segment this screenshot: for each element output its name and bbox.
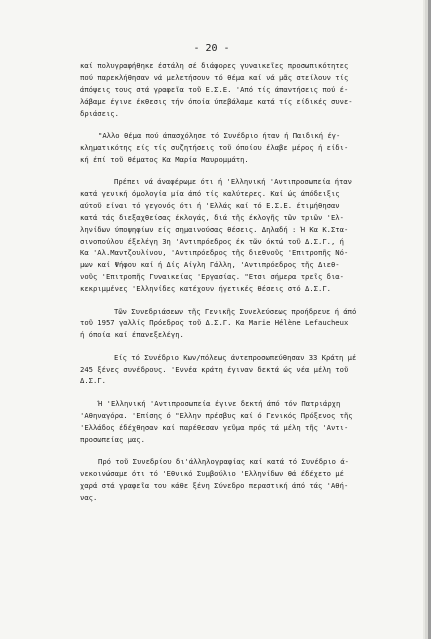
text-line: δριάσεις. <box>80 108 119 118</box>
text-line: ληνίδων ύποψηφίων είς σημαινούσας θέσεις. Δηλαδή : Ή Κα Κ.Στα- <box>80 224 349 234</box>
text-line: "Αλλο θέμα πού άπασχόλησε τό Συνέδριο ήταν ή Παιδική έγ- <box>98 130 341 140</box>
text-line: καί πολυγραφήθηκε έστάλη σέ διάφορες γυναικεῖες προσωπικότητες <box>80 61 349 70</box>
text-line: Τῶν Συνεδριάσεων τῆς Γενικῆς Συνελεύσεως προήδρευε ή άπό <box>114 306 357 316</box>
paragraph <box>80 130 405 166</box>
text-line: κατά τάς διεξαχθείσας έκλογάς, διά τῆς έκλογῆς τῶν τριῶν 'Ελ- <box>80 212 344 222</box>
text-line: κεκριμμένες 'Ελληνίδες κατέχουν ήγετικές θέσεις στό Δ.Σ.Γ. <box>80 284 331 294</box>
text-line: κληματικότης είς τίς συζητήσεις τοῦ όποίου έλαβε μέρος ή είδι- <box>80 142 349 152</box>
text-line: 'Ελλάδος έδέχθησαν καί παρέθεσαν γεῦμα πρός τά μέλη τῆς 'Αντι- <box>80 422 349 432</box>
document-body <box>80 60 405 504</box>
text-line: μων καί Ψήφου καί ή Δίς Αίγλη Γάλλη, 'Αντιπρόεδρος τῆς Διεθ- <box>80 260 340 270</box>
text-line: Είς τό Συνέδριο Κων/πόλεως άντεπροσωπεύθησαν 33 Κράτη μέ <box>114 352 357 362</box>
text-line: προσωπείας μας. <box>80 434 145 444</box>
paragraph <box>80 456 405 504</box>
text-line: Ή 'Ελληνική 'Αντιπροσωπεία έγινε δεκτή άπό τόν Πατριάρχη <box>98 398 341 408</box>
text-line: νοῦς 'Επιτροπῆς Γυναικείας 'Εργασίας. "Ετσι σήμερα τρεῖς δια- <box>80 272 344 282</box>
text-line: άπόψεις τους στά γραφεῖα τοῦ Ε.Σ.Ε. 'Από τίς άπαντήσεις πού έ- <box>80 84 349 94</box>
text-line: κή έπί τοῦ θέματος Κα Μαρία Μαυρομμάτη. <box>80 154 249 164</box>
text-line: ή όποία καί έπανεξελέγη. <box>80 330 184 340</box>
text-line: νας. <box>80 492 98 502</box>
text-line: αύτοῦ είναι τό γεγονός ότι ή 'Ελλάς καί τό Ε.Σ.Ε. έτιμήθησαν <box>80 200 340 210</box>
paragraph-gap <box>80 295 405 306</box>
paragraph-gap <box>80 166 405 177</box>
paragraph-gap <box>80 445 405 456</box>
text-line: σινοπούλου έξελέγη 3η 'Αντιπρόεδρος έκ τῶν όκτώ τοῦ Δ.Σ.Γ., ή <box>80 236 344 246</box>
paragraph <box>80 352 405 388</box>
text-line: Πρέπει νά άναφέρωμε ότι ή 'Ελληνική 'Αντιπροσωπεία ήταν <box>114 177 352 187</box>
text-line: τοῦ 1957 γαλλίς Πρόεδρος τοῦ Δ.Σ.Γ. Κα Marie Hélène Lefaucheux <box>80 318 349 328</box>
text-line: νεκοινώσαμε ότι τό 'Εθνικό Συμβούλιο 'Ελληνίδων θά έδέχετο μέ <box>80 468 344 478</box>
paragraph-gap <box>80 387 405 398</box>
text-line: χαρά στά γραφεῖα του κάθε ξένη Σύνεδρο περαστική άπό τάς 'Αθή- <box>80 480 349 490</box>
text-line: πού παρεκλήθησαν νά μελετήσουν τό θέμα καί νά μᾶς στείλουν τίς <box>80 72 349 82</box>
text-line: Δ.Σ.Γ. <box>80 376 106 386</box>
paragraph <box>80 306 405 342</box>
text-line: 'Αθηναγόρα. 'Επίσης ό "Ελλην πρέσβυς καί ό Γενικός Πρόξενος τῆς <box>80 410 353 420</box>
paragraph <box>80 60 405 119</box>
page-number: - 20 - <box>193 43 230 54</box>
text-line: Πρό τοῦ Συνεδρίου δι'άλληλογραφίας καί κατά τό Συνέδριο ά- <box>98 456 349 466</box>
paragraph <box>80 398 405 446</box>
paragraph-gap <box>80 341 405 352</box>
text-line: 245 ξένες συνέδρους. 'Εννέα κράτη έγιναν δεκτά ώς νέα μέλη τοῦ <box>80 364 349 374</box>
paragraph-gap <box>80 119 405 130</box>
text-line: λάβαμε έγινε έκθεσις τήν όποία ύπεβάλαμε κατά τίς είδικές συνε- <box>80 96 353 106</box>
text-line: κατά γενική όμολογία μία άπό τίς καλύτερες. Καί ώς άπόδειξις <box>80 189 340 199</box>
paragraph <box>80 176 405 295</box>
text-line: Κα 'Αλ.Μαντζουλίνου, 'Αντιπρόεδρος τῆς διεθνοῦς 'Επιτροπῆς Νό- <box>80 248 349 258</box>
